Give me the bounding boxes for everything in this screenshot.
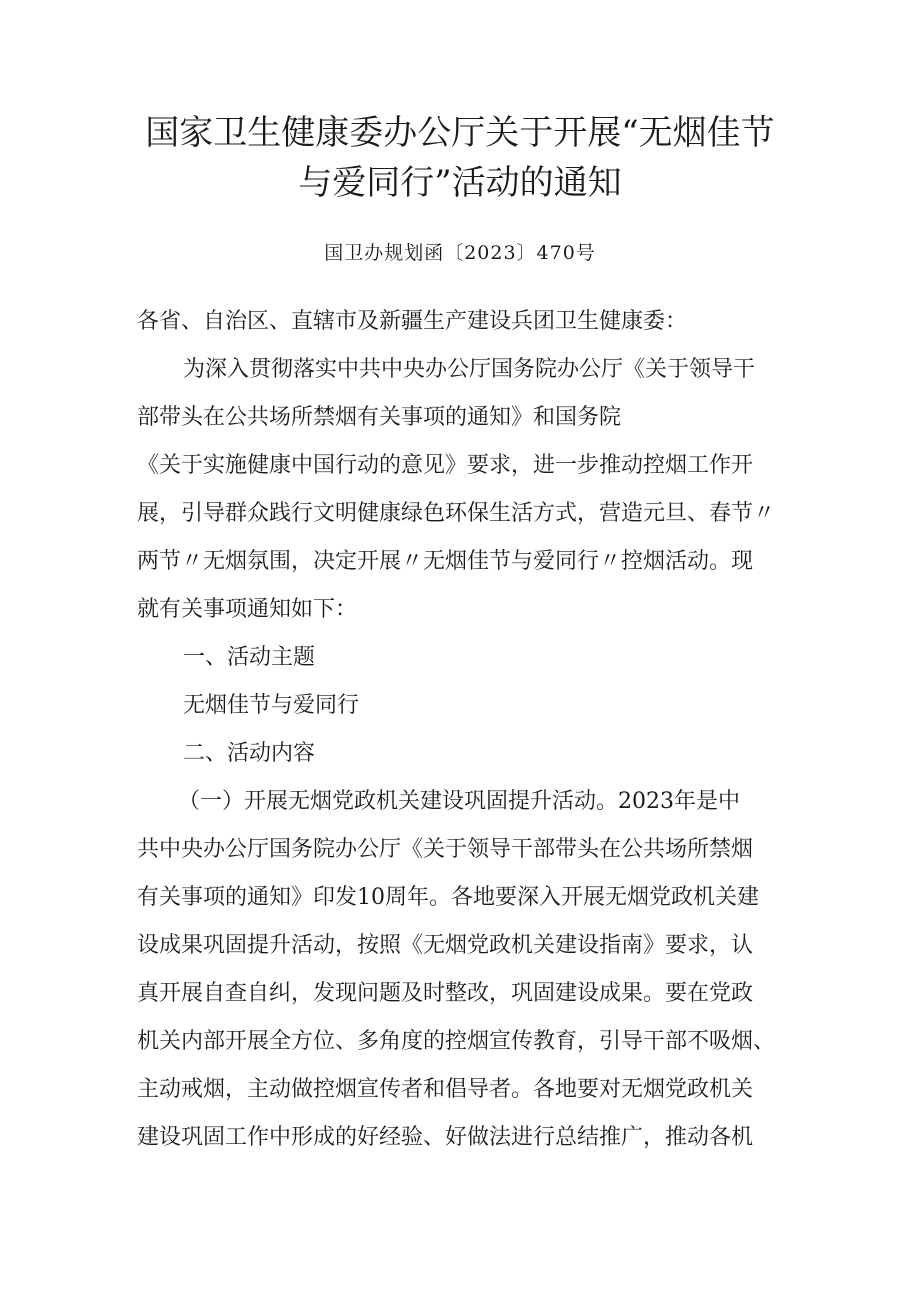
intro-line: 就有关事项通知如下： bbox=[137, 597, 358, 622]
section-1-body: 无烟佳节与爱同行 bbox=[183, 693, 360, 718]
document-title-line-2: 与爱同行”活动的通知 bbox=[298, 163, 622, 203]
document-number: 国卫办规划函〔2023〕470号 bbox=[324, 242, 596, 264]
intro-line: 展，引导群众践行文明健康绿色环保生活方式，营造元旦、春节〃 bbox=[137, 501, 776, 526]
intro-line: 为深入贯彻落实中共中央办公厅国务院办公厅《关于领导干 bbox=[183, 357, 756, 382]
intro-line: 《关于实施健康中国行动的意见》要求，进一步推动控烟工作开 bbox=[137, 453, 754, 478]
intro-line: 两节〃无烟氛围，决定开展〃无烟佳节与爱同行〃控烟活动。现 bbox=[137, 549, 754, 574]
document-title-line-1: 国家卫生健康委办公厅关于开展“无烟佳节 bbox=[145, 113, 775, 153]
item-1-line: 建设巩固工作中形成的好经验、好做法进行总结推广，推动各机 bbox=[137, 1125, 754, 1150]
item-1-line: 主动戒烟，主动做控烟宣传者和倡导者。各地要对无烟党政机关 bbox=[137, 1077, 754, 1102]
salutation: 各省、自治区、直辖市及新疆生产建设兵团卫生健康委： bbox=[137, 309, 688, 334]
item-1-line: 设成果巩固提升活动，按照《无烟党政机关建设指南》要求，认 bbox=[137, 933, 754, 958]
item-1-line: 真开展自查自纠，发现问题及时整改，巩固建设成果。要在党政 bbox=[137, 981, 754, 1006]
section-1-heading: 一、活动主题 bbox=[183, 645, 316, 670]
item-1-line: 有关事项的通知》印发10周年。各地要深入开展无烟党政机关建 bbox=[137, 885, 759, 910]
item-1-line: 机关内部开展全方位、多角度的控烟宣传教育，引导干部不吸烟、 bbox=[137, 1029, 776, 1054]
item-1-line: （一）开展无烟党政机关建设巩固提升活动。2023年是中 bbox=[178, 789, 740, 814]
item-1-line: 共中央办公厅国务院办公厅《关于领导干部带头在公共场所禁烟 bbox=[137, 837, 754, 862]
intro-line: 部带头在公共场所禁烟有关事项的通知》和国务院 bbox=[137, 405, 622, 430]
section-2-heading: 二、活动内容 bbox=[183, 741, 316, 766]
